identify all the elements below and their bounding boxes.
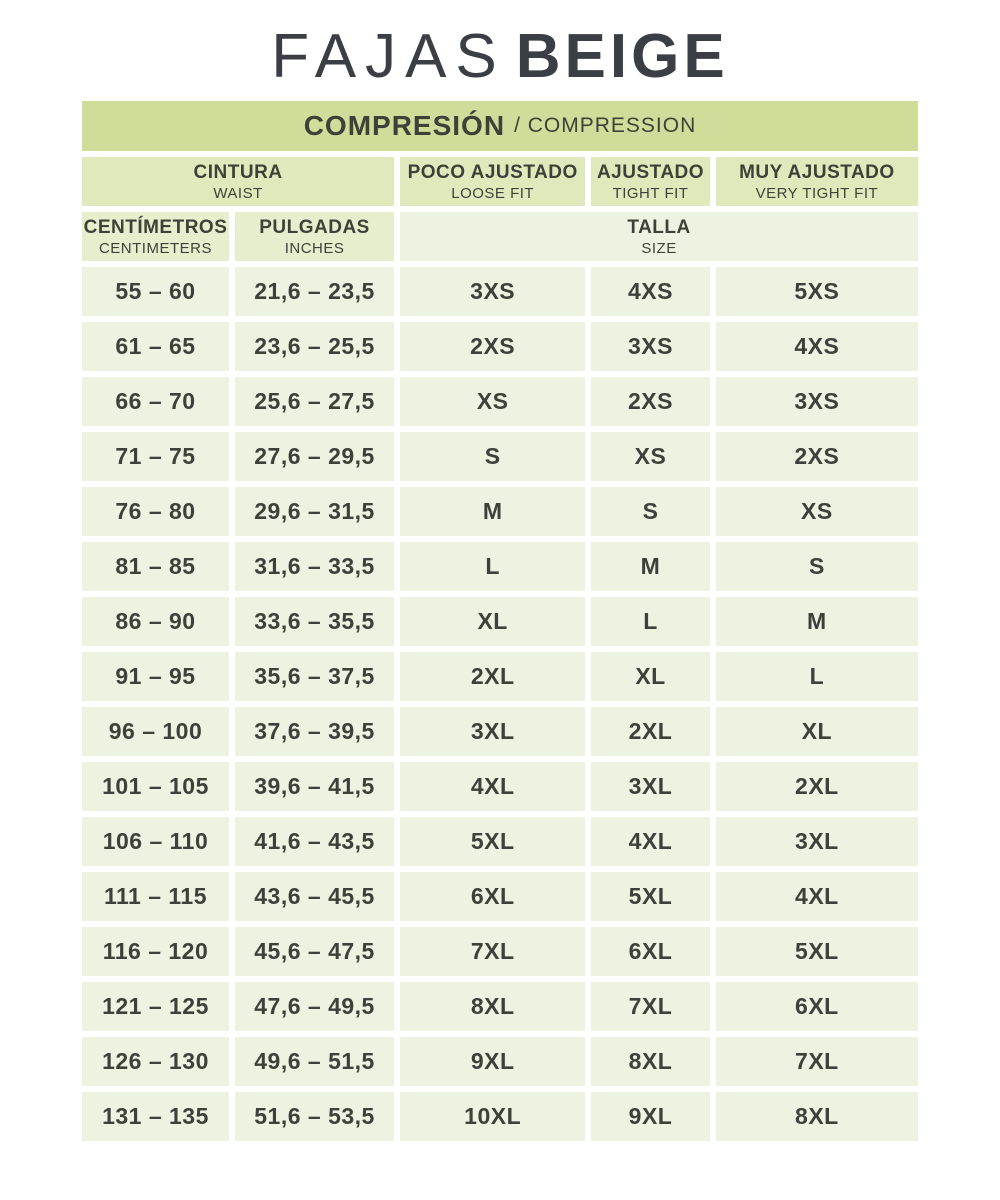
loose-fit-label-en: LOOSE FIT	[451, 184, 535, 202]
cell-inches-range: 25,6 – 27,5	[235, 377, 394, 426]
cell-size-loose-fit: 2XL	[400, 652, 585, 701]
column-header-very-tight-fit	[716, 157, 918, 206]
cell-inches-range: 41,6 – 43,5	[235, 817, 394, 866]
cell-size-loose-fit: S	[400, 432, 585, 481]
size-table-row	[82, 432, 918, 481]
size-table-row	[82, 872, 918, 921]
cell-inches-range: 39,6 – 41,5	[235, 762, 394, 811]
cell-size-tight-fit: 2XL	[591, 707, 710, 756]
cell-size-very-tight-fit: 2XL	[716, 762, 918, 811]
cell-size-tight-fit: 4XL	[591, 817, 710, 866]
size-table-row	[82, 652, 918, 701]
size-table-row	[82, 487, 918, 536]
cell-size-loose-fit: L	[400, 542, 585, 591]
cell-size-loose-fit: 7XL	[400, 927, 585, 976]
cell-size-very-tight-fit: 6XL	[716, 982, 918, 1031]
size-table-row	[82, 597, 918, 646]
cell-centimeters-range: 101 – 105	[82, 762, 229, 811]
very-tight-fit-label-es: MUY AJUSTADO	[739, 161, 895, 183]
banner-text-es: COMPRESIÓN	[303, 110, 506, 141]
cell-size-loose-fit: 3XS	[400, 267, 585, 316]
cell-centimeters-range: 106 – 110	[82, 817, 229, 866]
cell-size-tight-fit: 8XL	[591, 1037, 710, 1086]
cell-centimeters-range: 96 – 100	[82, 707, 229, 756]
size-table-row	[82, 762, 918, 811]
tight-fit-label-en: TIGHT FIT	[612, 184, 689, 202]
size-table-row	[82, 322, 918, 371]
size-table-row	[82, 982, 918, 1031]
cell-size-loose-fit: 8XL	[400, 982, 585, 1031]
header-row-units	[82, 212, 918, 261]
cell-centimeters-range: 71 – 75	[82, 432, 229, 481]
banner-text-en-word: COMPRESSION	[527, 114, 697, 137]
cell-centimeters-range: 61 – 65	[82, 322, 229, 371]
cell-size-tight-fit: 3XL	[591, 762, 710, 811]
cell-size-tight-fit: S	[591, 487, 710, 536]
column-header-inches	[235, 212, 394, 261]
cell-size-tight-fit: 3XS	[591, 322, 710, 371]
banner-separator: /	[514, 114, 521, 137]
page-title	[0, 0, 1000, 94]
cintura-label-en: WAIST	[213, 184, 263, 202]
size-table-row	[82, 1037, 918, 1086]
size-label-en: SIZE	[641, 239, 677, 257]
cell-size-tight-fit: 4XS	[591, 267, 710, 316]
tight-fit-label-es: AJUSTADO	[596, 161, 705, 183]
cell-size-very-tight-fit: 8XL	[716, 1092, 918, 1141]
cell-inches-range: 37,6 – 39,5	[235, 707, 394, 756]
cell-size-tight-fit: L	[591, 597, 710, 646]
cell-inches-range: 27,6 – 29,5	[235, 432, 394, 481]
cell-inches-range: 33,6 – 35,5	[235, 597, 394, 646]
cell-centimeters-range: 116 – 120	[82, 927, 229, 976]
cell-size-tight-fit: XS	[591, 432, 710, 481]
banner-text-en	[514, 114, 696, 138]
cell-size-loose-fit: 6XL	[400, 872, 585, 921]
cell-centimeters-range: 126 – 130	[82, 1037, 229, 1086]
cell-size-loose-fit: 2XS	[400, 322, 585, 371]
cell-inches-range: 47,6 – 49,5	[235, 982, 394, 1031]
cell-size-very-tight-fit: 3XS	[716, 377, 918, 426]
cell-inches-range: 29,6 – 31,5	[235, 487, 394, 536]
size-table-row	[82, 1092, 918, 1141]
cell-size-loose-fit: XS	[400, 377, 585, 426]
cell-centimeters-range: 55 – 60	[82, 267, 229, 316]
cell-centimeters-range: 86 – 90	[82, 597, 229, 646]
cell-inches-range: 23,6 – 25,5	[235, 322, 394, 371]
column-header-centimeters	[82, 212, 229, 261]
cell-centimeters-range: 81 – 85	[82, 542, 229, 591]
loose-fit-label-es: POCO AJUSTADO	[407, 161, 578, 183]
cell-size-very-tight-fit: 7XL	[716, 1037, 918, 1086]
cell-inches-range: 49,6 – 51,5	[235, 1037, 394, 1086]
title-word-beige: BEIGE	[515, 22, 729, 91]
cell-centimeters-range: 121 – 125	[82, 982, 229, 1031]
cell-inches-range: 45,6 – 47,5	[235, 927, 394, 976]
cell-inches-range: 51,6 – 53,5	[235, 1092, 394, 1141]
size-label-es: TALLA	[627, 216, 691, 238]
cell-size-very-tight-fit: 4XL	[716, 872, 918, 921]
inches-label-es: PULGADAS	[259, 216, 370, 238]
cintura-label-es: CINTURA	[193, 161, 283, 183]
cell-size-loose-fit: 5XL	[400, 817, 585, 866]
cell-size-tight-fit: 2XS	[591, 377, 710, 426]
cell-size-very-tight-fit: 5XL	[716, 927, 918, 976]
centimeters-label-es: CENTÍMETROS	[83, 216, 228, 238]
centimeters-label-en: CENTIMETERS	[98, 239, 212, 257]
cell-size-loose-fit: XL	[400, 597, 585, 646]
cell-size-tight-fit: 9XL	[591, 1092, 710, 1141]
cell-size-tight-fit: M	[591, 542, 710, 591]
cell-size-loose-fit: M	[400, 487, 585, 536]
cell-centimeters-range: 131 – 135	[82, 1092, 229, 1141]
cell-size-loose-fit: 9XL	[400, 1037, 585, 1086]
column-header-loose-fit	[400, 157, 585, 206]
size-table-body	[82, 267, 918, 1141]
cell-inches-range: 43,6 – 45,5	[235, 872, 394, 921]
cell-size-very-tight-fit: XS	[716, 487, 918, 536]
size-table-row	[82, 267, 918, 316]
size-table-header	[82, 157, 918, 261]
cell-size-loose-fit: 3XL	[400, 707, 585, 756]
cell-size-very-tight-fit: XL	[716, 707, 918, 756]
cell-inches-range: 21,6 – 23,5	[235, 267, 394, 316]
cell-size-very-tight-fit: 3XL	[716, 817, 918, 866]
cell-size-tight-fit: XL	[591, 652, 710, 701]
size-table-row	[82, 707, 918, 756]
cell-inches-range: 35,6 – 37,5	[235, 652, 394, 701]
size-table-row	[82, 927, 918, 976]
cell-size-tight-fit: 6XL	[591, 927, 710, 976]
cell-size-loose-fit: 4XL	[400, 762, 585, 811]
size-chart	[82, 101, 918, 1147]
inches-label-en: INCHES	[284, 239, 345, 257]
cell-size-very-tight-fit: L	[716, 652, 918, 701]
size-table	[76, 151, 924, 1147]
cell-centimeters-range: 76 – 80	[82, 487, 229, 536]
cell-size-very-tight-fit: M	[716, 597, 918, 646]
cell-inches-range: 31,6 – 33,5	[235, 542, 394, 591]
cell-centimeters-range: 66 – 70	[82, 377, 229, 426]
cell-size-very-tight-fit: 5XS	[716, 267, 918, 316]
cell-size-very-tight-fit: S	[716, 542, 918, 591]
header-row-main	[82, 157, 918, 206]
cell-size-loose-fit: 10XL	[400, 1092, 585, 1141]
cell-size-very-tight-fit: 4XS	[716, 322, 918, 371]
size-table-row	[82, 542, 918, 591]
cell-centimeters-range: 91 – 95	[82, 652, 229, 701]
cell-centimeters-range: 111 – 115	[82, 872, 229, 921]
cell-size-tight-fit: 5XL	[591, 872, 710, 921]
column-header-tight-fit	[591, 157, 710, 206]
very-tight-fit-label-en: VERY TIGHT FIT	[755, 184, 879, 202]
title-word-fajas: FAJAS	[271, 22, 506, 91]
cell-size-very-tight-fit: 2XS	[716, 432, 918, 481]
cell-size-tight-fit: 7XL	[591, 982, 710, 1031]
column-header-cintura	[82, 157, 394, 206]
size-table-row	[82, 817, 918, 866]
size-table-row	[82, 377, 918, 426]
column-header-size	[400, 212, 918, 261]
